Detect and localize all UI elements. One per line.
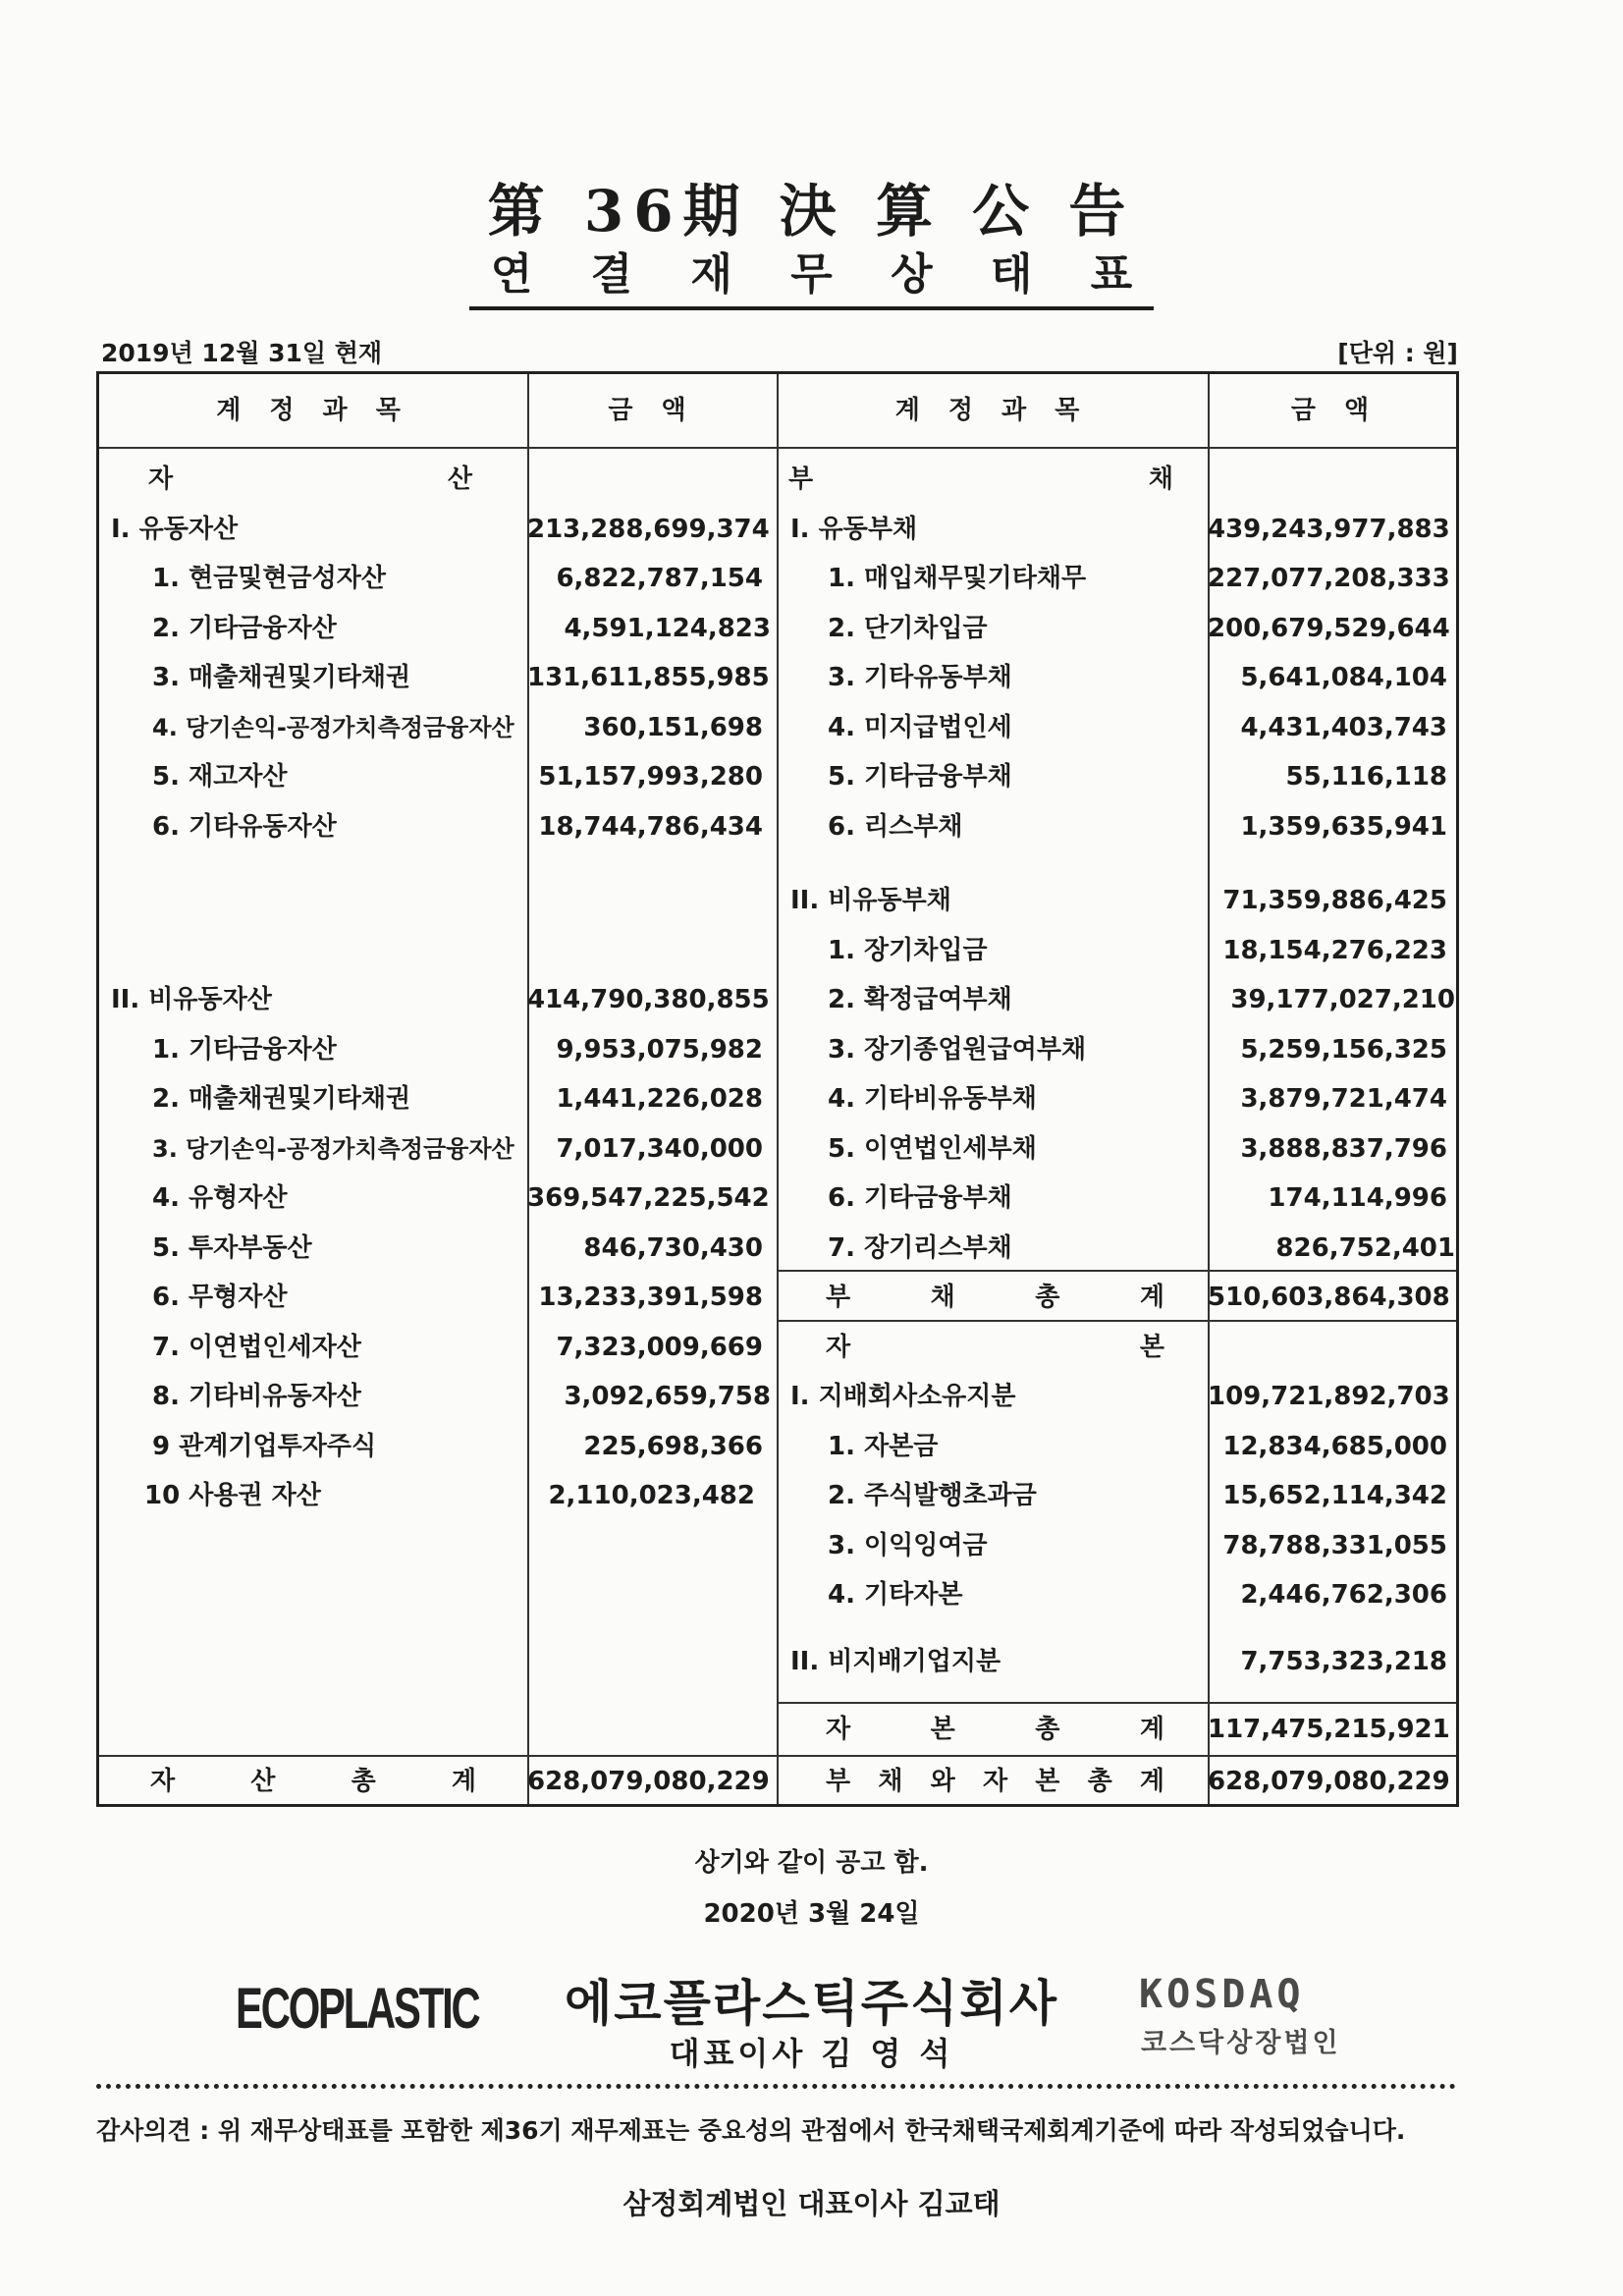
equity-item-amount: 12,834,685,000: [1222, 1432, 1447, 1461]
total-label-char: 자: [826, 1715, 851, 1744]
total-label-char: 계: [1139, 1767, 1164, 1796]
kosdaq-logo: KOSDAQ: [1139, 1972, 1305, 2017]
asset-item-amount: 360,151,698: [583, 713, 763, 742]
total-label-char: 총: [1035, 1283, 1060, 1312]
total-label-char: 총: [351, 1767, 376, 1796]
total-label-char: 총: [1087, 1767, 1112, 1796]
liability-item-amount: 39,177,027,210: [1230, 985, 1455, 1014]
controlling-interest-amount: 109,721,892,703: [1208, 1382, 1450, 1411]
statement-title: [0, 247, 1623, 310]
asset-item-amount: 369,547,225,542: [527, 1183, 770, 1213]
asset-item-amount: 9,953,075,982: [556, 1035, 763, 1065]
liability-item-label: 4. 기타비유동부채: [828, 1084, 1037, 1114]
total-label-char: 계: [1139, 1715, 1164, 1744]
controlling-interest-label: I. 지배회사소유지분: [790, 1382, 1016, 1411]
asset-item-amount: 1,441,226,028: [556, 1084, 763, 1114]
equity-heading: [826, 1323, 1164, 1372]
notice-date: 2020년 3월 24일: [703, 1899, 920, 1929]
asset-item-amount: 13,233,391,598: [538, 1283, 763, 1312]
asset-item-amount: 3,092,659,758: [564, 1382, 771, 1411]
notice-text: 상기와 같이 공고 함.: [694, 1848, 929, 1878]
as-of-date: 2019년 12월 31일 현재: [101, 339, 383, 367]
equity-total-rule: [777, 1702, 1456, 1704]
header-rule: [99, 447, 1456, 449]
total-label-char: 채: [878, 1767, 903, 1796]
asset-item-amount: 51,157,993,280: [538, 762, 763, 792]
liability-item-label: 1. 매입채무및기타채무: [828, 564, 1087, 593]
kosdaq-listed-label: 코스닥상장법인: [1141, 2028, 1341, 2058]
total-label-char: 자: [982, 1767, 1008, 1796]
total-label-char: 본: [1035, 1767, 1060, 1796]
asset-item-label: 10 사용권 자산: [144, 1481, 321, 1510]
liability-item-label: 4. 미지급법인세: [828, 713, 1012, 742]
asset-item-label: 7. 이연법인세자산: [152, 1333, 361, 1362]
dotted-divider: [96, 2084, 1456, 2089]
ecoplastic-logo: ECOPLASTIC: [236, 1977, 479, 2041]
liabilities-total-rule: [777, 1320, 1456, 1322]
header-amount-left: 금 액: [608, 396, 696, 425]
total-label-char: 채: [930, 1283, 955, 1312]
total-label-char: 산: [250, 1767, 276, 1796]
statement-title-text: 연 결 재 무 상 태 표: [469, 247, 1154, 310]
audit-opinion: 감사의견 : 위 재무상태표를 포함한 제36기 재무제표는 중요성의 관점에서 한국채택국제회계기준에 따라 작성되었습니다.: [96, 2116, 1406, 2145]
equity-item-amount: 78,788,331,055: [1222, 1531, 1447, 1560]
asset-item-amount: 846,730,430: [583, 1233, 763, 1263]
equity-total-amount: 117,475,215,921: [1208, 1715, 1450, 1744]
current-assets-label: I. 유동자산: [111, 515, 239, 544]
company-name: 에코플라스틱주식회사: [565, 1975, 1058, 2032]
equity-item-amount: 2,446,762,306: [1240, 1580, 1447, 1610]
auditor-signature: 삼정회계법인 대표이사 김교태: [622, 2187, 1001, 2220]
liability-item-label: 6. 기타금융부채: [828, 1183, 1012, 1213]
total-label-char: 와: [930, 1767, 955, 1796]
balance-sheet-table: [96, 371, 1459, 1807]
liability-item-amount: 5,641,084,104: [1240, 663, 1447, 692]
asset-item-label: 8. 기타비유동자산: [152, 1382, 361, 1411]
liability-item-label: 2. 단기차입금: [828, 614, 988, 643]
asset-item-amount: 2,110,023,482: [548, 1481, 755, 1510]
liability-item-amount: 4,431,403,743: [1240, 713, 1447, 742]
liability-item-amount: 227,077,208,333: [1208, 564, 1450, 593]
liabilities-heading: [788, 455, 1173, 504]
liability-item-amount: 18,154,276,223: [1222, 936, 1447, 965]
liabilities-total-amount: 510,603,864,308: [1208, 1283, 1450, 1312]
liabilities-total-rule: [777, 1270, 1456, 1272]
liab-equity-total-label: [826, 1757, 1164, 1806]
asset-item-label: 2. 기타금융자산: [152, 614, 337, 643]
assets-heading-char: 산: [447, 465, 472, 494]
liability-item-label: 3. 장기종업원급여부채: [828, 1035, 1087, 1065]
current-liabilities-label: I. 유동부채: [790, 515, 918, 544]
asset-item-amount: 6,822,787,154: [556, 564, 763, 593]
asset-item-amount: 18,744,786,434: [538, 812, 763, 842]
current-assets-amount: 213,288,699,374: [527, 515, 770, 544]
liabilities-heading-char: 채: [1148, 465, 1173, 494]
equity-total-label: [826, 1705, 1164, 1754]
equity-heading-char: 본: [1139, 1333, 1164, 1362]
currency-unit: [단위 : 원]: [1337, 339, 1458, 367]
assets-total-label: [150, 1757, 476, 1806]
asset-item-amount: 7,017,340,000: [556, 1134, 763, 1164]
liability-item-amount: 1,359,635,941: [1240, 812, 1447, 842]
noncontrolling-interest-label: II. 비지배기업지분: [790, 1647, 1001, 1676]
noncurrent-liabilities-label: II. 비유동부채: [790, 886, 951, 915]
liability-item-label: 5. 기타금융부채: [828, 762, 1012, 792]
asset-item-label: 4. 당기손익-공정가치측정금융자산: [152, 714, 514, 741]
liabilities-heading-char: 부: [788, 465, 814, 494]
total-label-char: 부: [826, 1767, 851, 1796]
equity-item-label: 1. 자본금: [828, 1432, 939, 1461]
liability-item-amount: 200,679,529,644: [1208, 614, 1450, 643]
asset-item-label: 3. 매출채권및기타채권: [152, 663, 411, 692]
liability-item-label: 3. 기타유동부채: [828, 663, 1012, 692]
asset-item-label: 5. 재고자산: [152, 762, 288, 792]
liab-equity-total-amount: 628,079,080,229: [1208, 1767, 1450, 1796]
column-divider: [777, 374, 779, 1804]
asset-item-label: 6. 무형자산: [152, 1283, 288, 1312]
liability-item-label: 6. 리스부채: [828, 812, 963, 842]
total-label-char: 자: [150, 1767, 176, 1796]
header-account-right: 계 정 과 목: [894, 396, 1090, 425]
assets-total-amount: 628,079,080,229: [527, 1767, 770, 1796]
equity-heading-char: 자: [826, 1333, 851, 1362]
liability-item-amount: 3,879,721,474: [1240, 1084, 1447, 1114]
asset-item-label: 6. 기타유동자산: [152, 812, 337, 842]
liabilities-total-label: [826, 1273, 1164, 1322]
asset-item-amount: 131,611,855,985: [527, 663, 770, 692]
asset-item-label: 4. 유형자산: [152, 1183, 288, 1213]
equity-item-label: 4. 기타자본: [828, 1580, 963, 1610]
liability-item-label: 2. 확정급여부채: [828, 985, 1012, 1014]
assets-heading: [148, 455, 472, 504]
total-label-char: 총: [1035, 1715, 1060, 1744]
liability-item-label: 5. 이연법인세부채: [828, 1134, 1037, 1164]
noncontrolling-interest-amount: 7,753,323,218: [1240, 1647, 1447, 1676]
noncurrent-assets-label: II. 비유동자산: [111, 985, 272, 1014]
asset-item-amount: 225,698,366: [583, 1432, 763, 1461]
total-label-char: 본: [930, 1715, 955, 1744]
asset-item-amount: 4,591,124,823: [564, 614, 771, 643]
asset-item-label: 1. 기타금융자산: [152, 1035, 337, 1065]
equity-item-amount: 15,652,114,342: [1222, 1481, 1447, 1510]
liability-item-amount: 5,259,156,325: [1240, 1035, 1447, 1065]
asset-item-amount: 7,323,009,669: [556, 1333, 763, 1362]
header-amount-right: 금 액: [1290, 396, 1380, 425]
header-account-left: 계 정 과 목: [216, 396, 410, 425]
document-title: 第 36期 決 算 公 告: [487, 178, 1136, 245]
equity-item-label: 3. 이익잉여금: [828, 1531, 988, 1560]
liability-item-amount: 826,752,401: [1275, 1233, 1455, 1263]
equity-item-label: 2. 주식발행초과금: [828, 1481, 1037, 1510]
noncurrent-liabilities-amount: 71,359,886,425: [1222, 886, 1447, 915]
total-label-char: 부: [826, 1283, 851, 1312]
liability-item-amount: 3,888,837,796: [1240, 1134, 1447, 1164]
assets-heading-char: 자: [148, 465, 174, 494]
asset-item-label: 9 관계기업투자주식: [152, 1432, 377, 1461]
liability-item-amount: 55,116,118: [1285, 762, 1447, 792]
liability-item-label: 7. 장기리스부채: [828, 1233, 1012, 1263]
liability-item-amount: 174,114,996: [1268, 1183, 1447, 1213]
current-liabilities-amount: 439,243,977,883: [1208, 515, 1450, 544]
noncurrent-assets-amount: 414,790,380,855: [527, 985, 770, 1014]
asset-item-label: 1. 현금및현금성자산: [152, 564, 386, 593]
asset-item-label: 5. 투자부동산: [152, 1233, 312, 1263]
total-label-char: 계: [1139, 1283, 1164, 1312]
asset-item-label: 2. 매출채권및기타채권: [152, 1084, 411, 1114]
asset-item-label: 3. 당기손익-공정가치측정금융자산: [152, 1135, 514, 1163]
total-label-char: 계: [451, 1767, 476, 1796]
liability-item-label: 1. 장기차입금: [828, 936, 988, 965]
ceo-name: 대표이사 김 영 석: [669, 2035, 954, 2072]
